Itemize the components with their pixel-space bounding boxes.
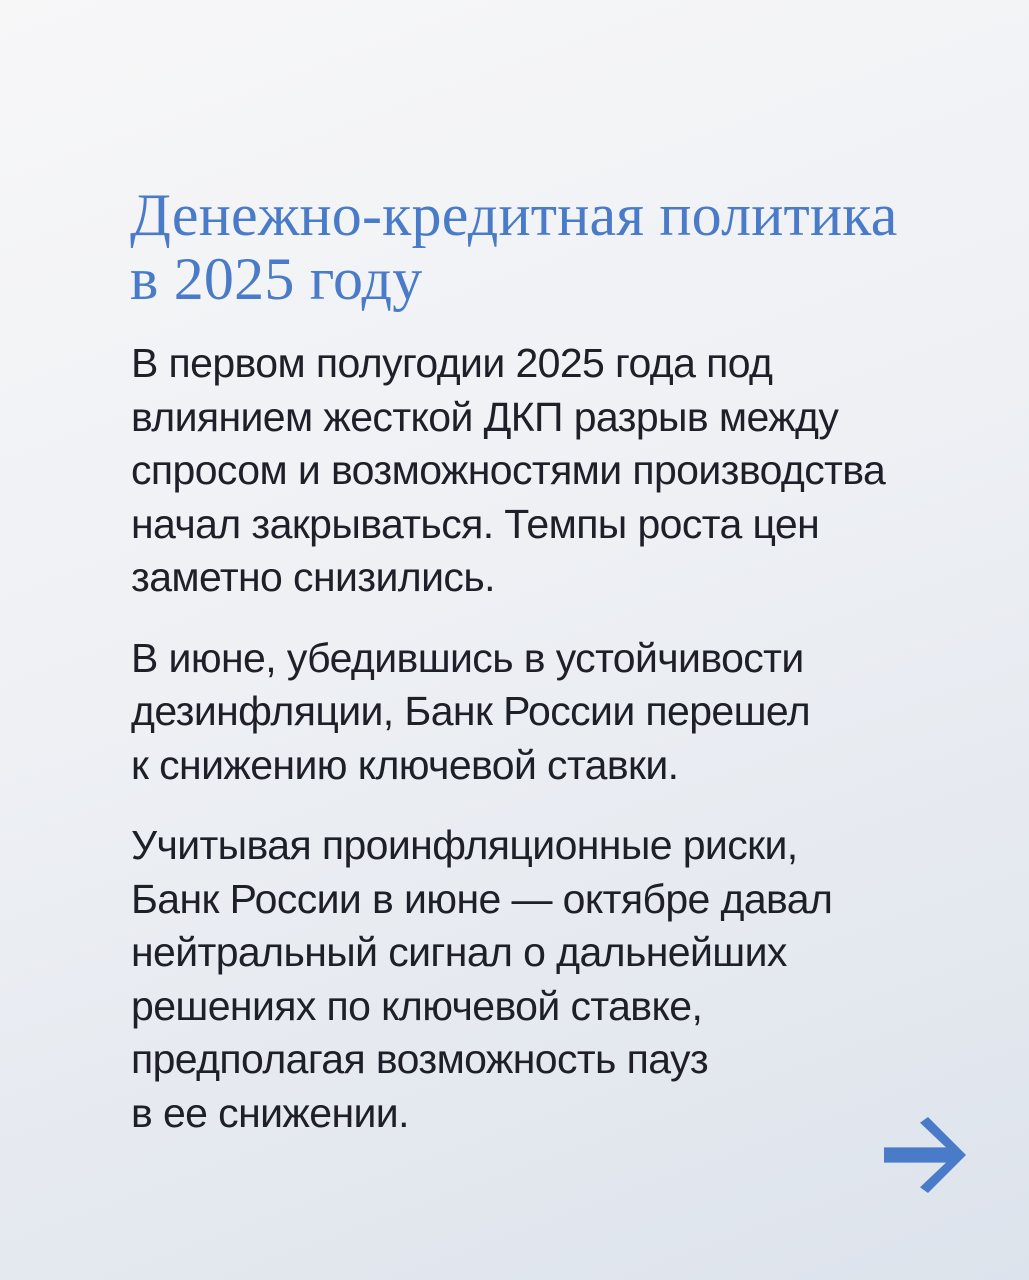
- text-line: Учитывая проинфляционные риски,: [131, 822, 798, 868]
- text-line: к снижению ключевой ставки.: [131, 741, 679, 788]
- paragraph-2: [131, 632, 885, 793]
- text-line: в ее снижении.: [131, 1089, 409, 1136]
- next-slide-button[interactable]: [884, 1117, 968, 1193]
- text-line: влиянием жесткой ДКП разрыв между: [131, 393, 839, 440]
- text-line: спросом и возможностями производства: [131, 447, 886, 493]
- text-line: начал закрываться. Темпы роста цен: [131, 500, 820, 547]
- paragraph-1: [131, 337, 885, 605]
- text-line: В первом полугодии 2025 года под: [131, 340, 773, 386]
- title-line: в 2025 году: [130, 246, 423, 312]
- title-line: Денежно-кредитная политика: [130, 182, 898, 248]
- text-line: нейтральный сигнал о дальнейших: [131, 929, 787, 975]
- text-line: Банк России в июне — октябре давал: [131, 875, 833, 922]
- text-line: заметно снизились.: [131, 554, 495, 600]
- body-text: [131, 337, 885, 1167]
- text-line: дезинфляции, Банк России перешел: [131, 688, 811, 734]
- text-line: решениях по ключевой ставке,: [131, 982, 703, 1029]
- arrow-right-icon: [884, 1117, 968, 1193]
- text-line: предполагая возможность пауз: [131, 1036, 709, 1082]
- page-title: [130, 183, 898, 311]
- text-line: В июне, убедившись в устойчивости: [131, 634, 804, 681]
- paragraph-3: [131, 819, 885, 1140]
